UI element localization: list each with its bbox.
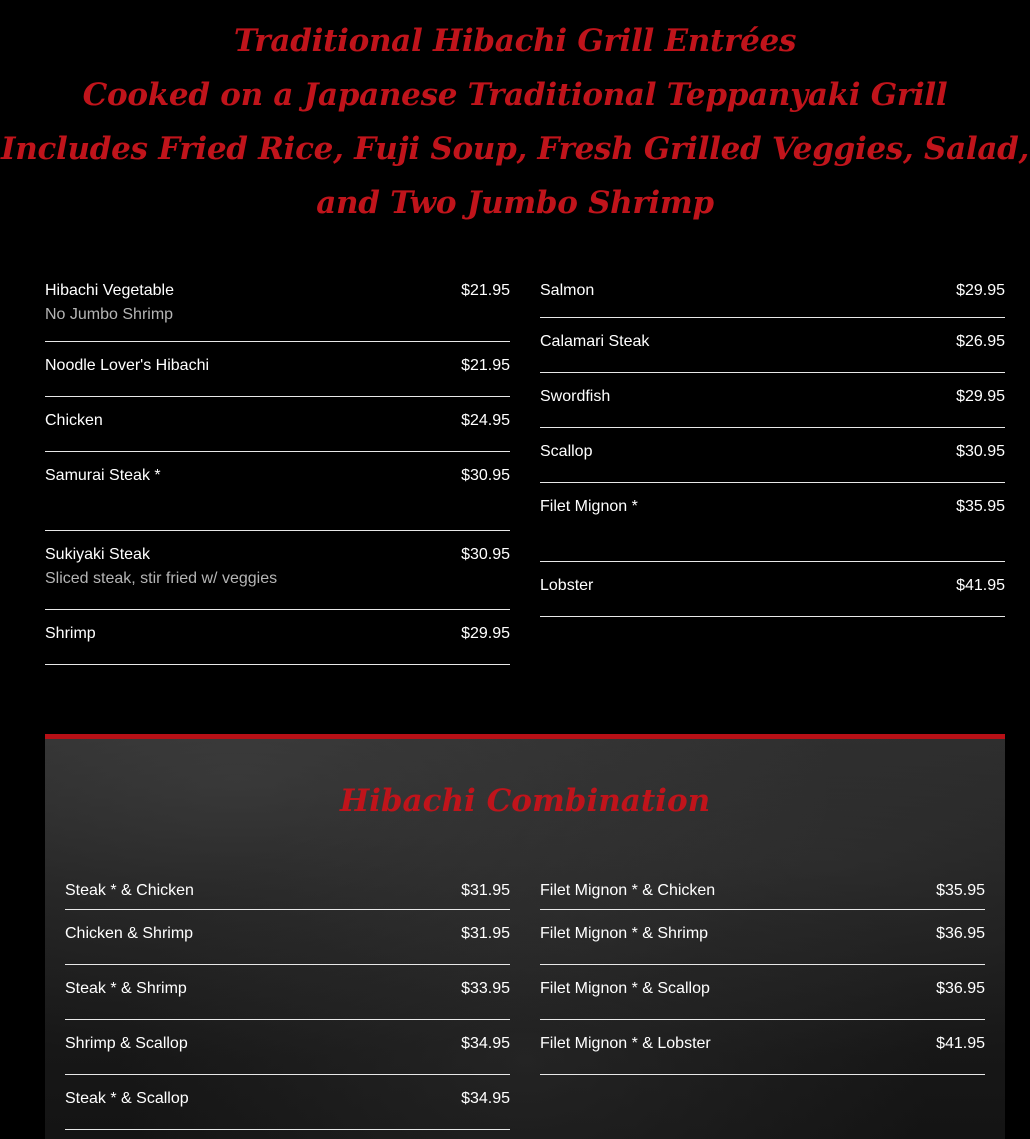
menu-item-lobster <box>540 562 1005 617</box>
combo-item-steak-shrimp <box>65 965 510 1020</box>
item-name: Steak * & Scallop <box>65 1090 189 1107</box>
item-price: $31.95 <box>461 925 510 942</box>
menu-item-hibachi-vegetable <box>45 267 510 342</box>
item-name: Salmon <box>540 282 595 299</box>
menu-item-samurai-steak <box>45 452 510 531</box>
menu-item-calamari-steak <box>540 318 1005 373</box>
item-name: Lobster <box>540 577 594 594</box>
heading-line-includes: Includes Fried Rice, Fuji Soup, Fresh Grilled Veggies, Salad, <box>1 131 1029 167</box>
heading-line-cooked: Cooked on a Japanese Traditional Teppanyaki Grill <box>82 77 948 113</box>
item-name: Hibachi Vegetable <box>45 282 174 299</box>
entrees-right-column <box>540 267 1005 617</box>
combo-item-filet-chicken <box>540 867 985 910</box>
combo-item-filet-shrimp <box>540 910 985 965</box>
combo-item-chicken-shrimp <box>65 910 510 965</box>
item-price: $21.95 <box>461 282 510 299</box>
menu-item-chicken <box>45 397 510 452</box>
menu-item-filet-mignon <box>540 483 1005 562</box>
item-price: $29.95 <box>461 625 510 642</box>
heading-line-shrimp: and Two Jumbo Shrimp <box>316 185 714 221</box>
item-description: No Jumbo Shrimp <box>45 306 174 323</box>
menu-item-salmon <box>540 267 1005 318</box>
item-price: $35.95 <box>936 882 985 899</box>
combo-item-filet-lobster <box>540 1020 985 1075</box>
item-name: Samurai Steak * <box>45 467 161 484</box>
combo-item-shrimp-scallop <box>65 1020 510 1075</box>
menu-item-swordfish <box>540 373 1005 428</box>
item-name: Filet Mignon * & Lobster <box>540 1035 711 1052</box>
entrees-heading <box>0 14 1030 230</box>
item-price: $34.95 <box>461 1035 510 1052</box>
item-price: $24.95 <box>461 412 510 429</box>
item-name: Sukiyaki Steak <box>45 546 150 563</box>
item-name: Filet Mignon * & Chicken <box>540 882 716 899</box>
entrees-left-column <box>45 267 510 665</box>
item-name: Noodle Lover's Hibachi <box>45 357 210 374</box>
item-price: $36.95 <box>936 980 985 997</box>
menu-item-scallop <box>540 428 1005 483</box>
item-name: Chicken <box>45 412 103 429</box>
combination-left-column <box>65 867 510 1130</box>
item-price: $30.95 <box>956 443 1005 460</box>
item-price: $26.95 <box>956 333 1005 350</box>
menu-item-shrimp <box>45 610 510 665</box>
item-price: $41.95 <box>936 1035 985 1052</box>
item-name: Steak * & Shrimp <box>65 980 187 997</box>
item-price: $30.95 <box>461 467 510 484</box>
item-price: $21.95 <box>461 357 510 374</box>
combo-item-filet-scallop <box>540 965 985 1020</box>
item-price: $35.95 <box>956 498 1005 515</box>
item-name: Filet Mignon * <box>540 498 638 515</box>
item-name: Shrimp <box>45 625 96 642</box>
menu-item-noodle-lovers-hibachi <box>45 342 510 397</box>
heading-line-title: Traditional Hibachi Grill Entrées <box>233 23 797 59</box>
item-price: $29.95 <box>956 388 1005 405</box>
item-name: Chicken & Shrimp <box>65 925 194 942</box>
combo-item-steak-scallop <box>65 1075 510 1130</box>
item-price: $41.95 <box>956 577 1005 594</box>
item-price: $29.95 <box>956 282 1005 299</box>
combination-title: Hibachi Combination <box>339 783 711 819</box>
item-price: $33.95 <box>461 980 510 997</box>
menu-item-sukiyaki-steak <box>45 531 510 610</box>
combination-panel <box>45 734 1005 1139</box>
item-name: Shrimp & Scallop <box>65 1035 188 1052</box>
item-name: Scallop <box>540 443 593 460</box>
item-price: $31.95 <box>461 882 510 899</box>
item-name: Steak * & Chicken <box>65 882 194 899</box>
item-price: $30.95 <box>461 546 510 563</box>
item-name: Swordfish <box>540 388 611 405</box>
item-name: Calamari Steak <box>540 333 650 350</box>
item-description: Sliced steak, stir fried w/ veggies <box>45 570 278 587</box>
item-name: Filet Mignon * & Shrimp <box>540 925 709 942</box>
item-price: $36.95 <box>936 925 985 942</box>
combination-right-column <box>540 867 985 1075</box>
item-price: $34.95 <box>461 1090 510 1107</box>
item-name: Filet Mignon * & Scallop <box>540 980 710 997</box>
combo-item-steak-chicken <box>65 867 510 910</box>
